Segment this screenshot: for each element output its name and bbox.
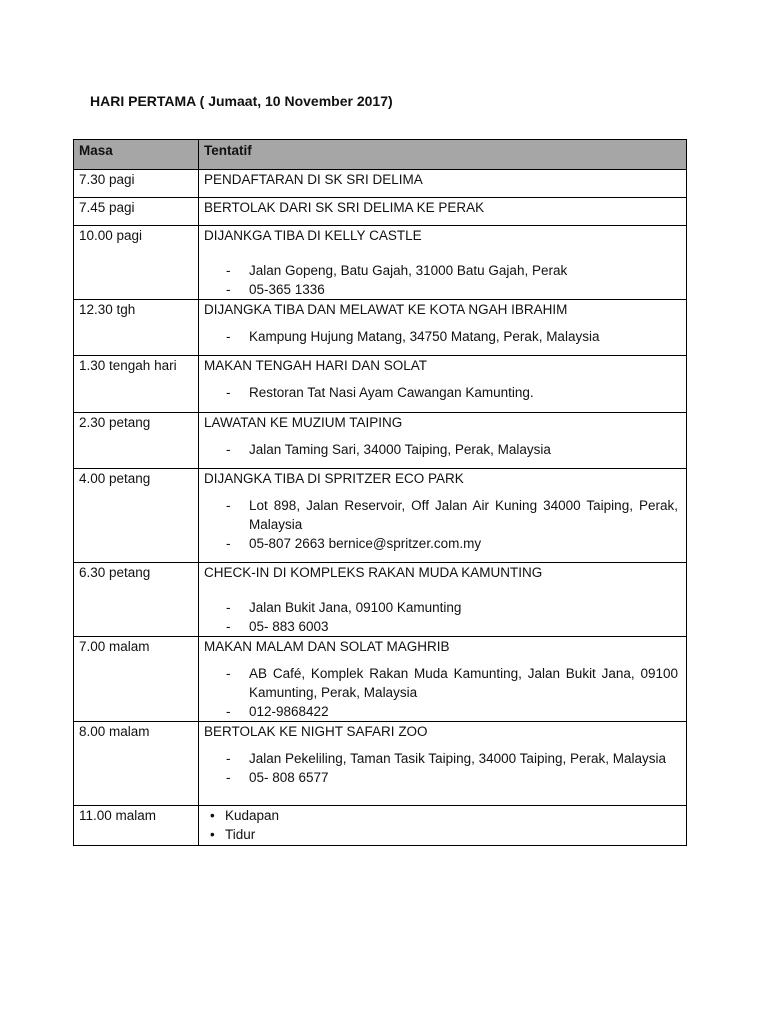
detail-list — [204, 749, 681, 787]
detail-list — [204, 383, 681, 402]
table-row — [74, 469, 687, 563]
time-cell: 7.00 malam — [74, 637, 199, 722]
table-row — [74, 356, 687, 413]
time-cell: 12.30 tgh — [74, 300, 199, 356]
activity-title: BERTOLAK KE NIGHT SAFARI ZOO — [204, 724, 428, 739]
tentatif-cell — [199, 637, 687, 722]
activity-title: DIJANKGA TIBA DI KELLY CASTLE — [204, 228, 422, 243]
day-title: HARI PERTAMA ( Jumaat, 10 November 2017) — [90, 93, 393, 109]
header-masa: Masa — [74, 140, 199, 170]
tentatif-cell — [199, 806, 687, 846]
header-tentatif: Tentatif — [199, 140, 687, 170]
activity-title: MAKAN MALAM DAN SOLAT MAGHRIB — [204, 639, 450, 654]
detail-list — [204, 664, 681, 721]
detail-item: - Kampung Hujung Matang, 34750 Matang, Perak, Malaysia — [204, 327, 681, 346]
table-row — [74, 806, 687, 846]
time-cell: 6.30 petang — [74, 563, 199, 637]
detail-item: - 05-807 2663 bernice@spritzer.com.my — [204, 534, 681, 553]
activity-title: BERTOLAK DARI SK SRI DELIMA KE PERAK — [204, 200, 485, 215]
detail-item: - 012-9868422 — [204, 702, 681, 721]
detail-list — [204, 598, 681, 636]
activity-title: MAKAN TENGAH HARI DAN SOLAT — [204, 358, 428, 373]
schedule-table — [73, 139, 687, 846]
tentatif-cell — [199, 300, 687, 356]
detail-list — [204, 327, 681, 346]
activity-title: CHECK-IN DI KOMPLEKS RAKAN MUDA KAMUNTING — [204, 565, 543, 580]
table-row — [74, 722, 687, 806]
table-row — [74, 300, 687, 356]
table-row — [74, 170, 687, 198]
time-cell: 8.00 malam — [74, 722, 199, 806]
detail-item: - Jalan Pekeliling, Taman Tasik Taiping, 34000 Taiping, Perak, Malaysia — [204, 749, 681, 768]
detail-list — [204, 440, 681, 459]
activity-title: PENDAFTARAN DI SK SRI DELIMA — [204, 172, 423, 187]
detail-item: - AB Café, Komplek Rakan Muda Kamunting, Jalan Bukit Jana, 09100 Kamunting, Perak, Malaysia — [204, 664, 681, 702]
detail-item: - Jalan Gopeng, Batu Gajah, 31000 Batu Gajah, Perak — [204, 261, 681, 280]
detail-item: - Jalan Bukit Jana, 09100 Kamunting — [204, 598, 681, 617]
time-cell: 11.00 malam — [74, 806, 199, 846]
header-row — [74, 140, 687, 170]
bullet-item: • Tidur — [204, 825, 681, 844]
time-cell: 1.30 tengah hari — [74, 356, 199, 413]
tentatif-cell — [199, 170, 687, 198]
detail-item: - Lot 898, Jalan Reservoir, Off Jalan Air Kuning 34000 Taiping, Perak, Malaysia — [204, 496, 681, 534]
table-row — [74, 198, 687, 226]
tentatif-cell — [199, 563, 687, 637]
tentatif-cell — [199, 469, 687, 563]
detail-item: - 05- 808 6577 — [204, 768, 681, 787]
table-row — [74, 226, 687, 300]
detail-list — [204, 496, 681, 553]
bullet-list — [204, 806, 681, 844]
time-cell: 10.00 pagi — [74, 226, 199, 300]
schedule-body — [74, 170, 687, 846]
detail-list — [204, 261, 681, 299]
bullet-item: • Kudapan — [204, 806, 681, 825]
time-cell: 7.45 pagi — [74, 198, 199, 226]
tentatif-cell — [199, 722, 687, 806]
time-cell: 4.00 petang — [74, 469, 199, 563]
tentatif-cell — [199, 226, 687, 300]
activity-title: DIJANGKA TIBA DI SPRITZER ECO PARK — [204, 471, 464, 486]
time-cell: 2.30 petang — [74, 413, 199, 469]
detail-item: - Restoran Tat Nasi Ayam Cawangan Kamunting. — [204, 383, 681, 402]
detail-item: - 05-365 1336 — [204, 280, 681, 299]
table-row — [74, 637, 687, 722]
table-row — [74, 413, 687, 469]
activity-title: LAWATAN KE MUZIUM TAIPING — [204, 415, 403, 430]
detail-item: - 05- 883 6003 — [204, 617, 681, 636]
tentatif-cell — [199, 413, 687, 469]
time-cell: 7.30 pagi — [74, 170, 199, 198]
table-row — [74, 563, 687, 637]
tentatif-cell — [199, 198, 687, 226]
detail-item: - Jalan Taming Sari, 34000 Taiping, Perak, Malaysia — [204, 440, 681, 459]
activity-title: DIJANGKA TIBA DAN MELAWAT KE KOTA NGAH IBRAHIM — [204, 302, 568, 317]
tentatif-cell — [199, 356, 687, 413]
